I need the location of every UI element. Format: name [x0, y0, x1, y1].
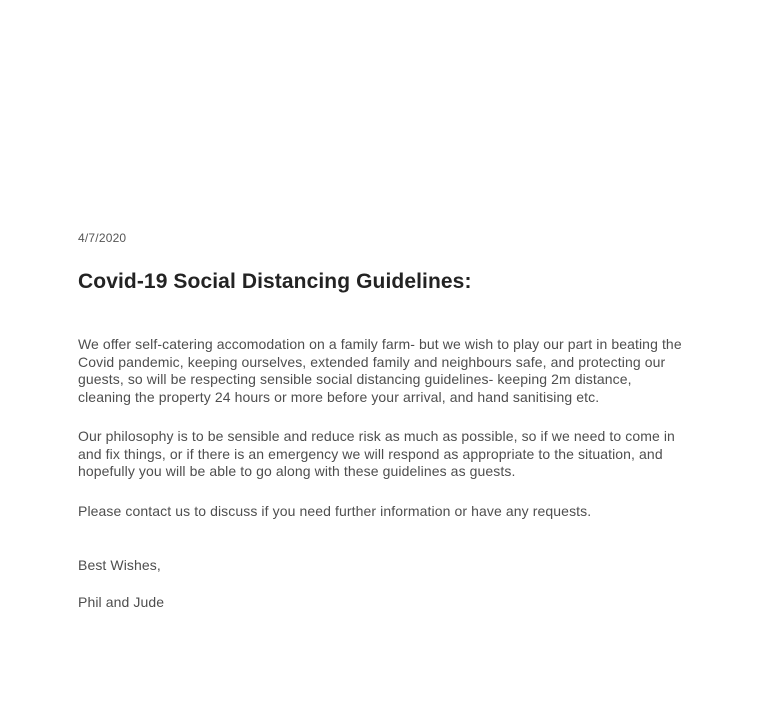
signoff-closing: Best Wishes,	[78, 557, 161, 573]
paragraph-contact: Please contact us to discuss if you need further information or have any requests.	[78, 502, 592, 519]
signoff-names: Phil and Jude	[78, 593, 165, 610]
page-title: Covid-19 Social Distancing Guidelines:	[78, 270, 472, 293]
document-date: 4/7/2020	[78, 231, 127, 245]
paragraph-intro: We offer self-catering accomodation on a family farm- but we wish to play our part in beating the Covid pandemic, keeping ourselves, extended family and neighbours safe, and protecting our guests, so will be respecting sensible social distancing guidelines- keeping 2m distance, cleaning the property 24 hours or more before your arrival, and hand sanitising etc.	[78, 336, 682, 405]
paragraph-philosophy: Our philosophy is to be sensible and reduce risk as much as possible, so if we need to come in and fix things, or if there is an emergency we will respond as appropriate to the situation, and hopefully you will be able to go along with these guidelines as guests.	[78, 428, 675, 479]
document-content	[78, 231, 688, 611]
